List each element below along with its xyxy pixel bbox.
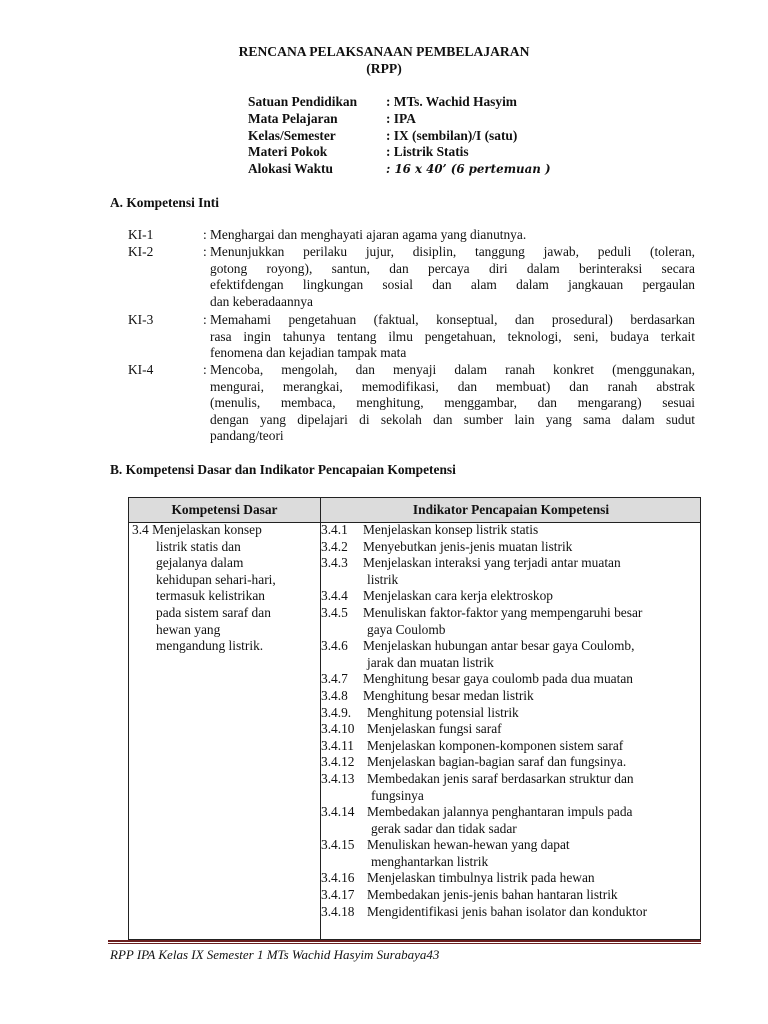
table-header-ipk: Indikator Pencapaian Kompetensi: [412, 502, 610, 517]
indicator-number: 3.4.2: [321, 538, 348, 554]
kd-line: mengandung listrik.: [156, 638, 264, 654]
indicator-item: [321, 887, 701, 904]
indicator-item: [321, 771, 701, 804]
indicator-text: Membedakan jenis saraf berdasarkan struktur dan: [367, 770, 634, 786]
indicator-item: [321, 522, 701, 539]
footer-rule: [108, 940, 701, 942]
meta-label: Mata Pelajaran: [248, 110, 338, 126]
indicator-number: 3.4.14: [321, 804, 355, 820]
indicator-number: 3.4.10: [321, 721, 355, 737]
indicator-item: [321, 705, 701, 722]
indicator-text: Membedakan jenis-jenis bahan hantaran listrik: [367, 887, 618, 903]
indicator-text: gaya Coulomb: [367, 621, 446, 637]
ki-line: mengurai, merangkai, memodifikasi, dan membuat) dan ranah abstrak: [210, 378, 695, 394]
indicator-item: [321, 605, 701, 638]
indicator-text: Membedakan jalannya penghantaran impuls pada: [367, 804, 633, 820]
indicator-item: [321, 837, 701, 870]
indicator-text: Menjelaskan komponen-komponen sistem saraf: [367, 737, 624, 753]
indicator-text: gerak sadar dan tidak sadar: [371, 820, 517, 836]
indicator-item: [321, 671, 701, 688]
ki-line: pandang/teori: [210, 428, 284, 444]
indicator-text: Mengidentifikasi jenis bahan isolator dan konduktor: [367, 903, 648, 919]
ki-text: [210, 312, 695, 362]
indicator-text: Menyebutkan jenis-jenis muatan listrik: [363, 538, 573, 554]
ki-line: rasa ingin tahunya tentang ilmu pengetahuan, teknologi, seni, budaya terkait: [210, 328, 695, 344]
indicator-number: 3.4.5: [321, 604, 348, 620]
kd-ipk-table: [128, 497, 701, 940]
meta-value: : IPA: [386, 110, 416, 126]
ki-colon: :: [203, 362, 207, 377]
ipk-cell: [321, 522, 701, 920]
document-title: RENCANA PELAKSANAAN PEMBELAJARAN: [238, 44, 530, 59]
table-header-row: [129, 498, 700, 523]
section-b-heading: B. Kompetensi Dasar dan Indikator Pencapaian Kompetensi: [110, 462, 456, 477]
kd-line: listrik statis dan: [156, 538, 241, 554]
ki-line: fenomena dan kejadian tampak mata: [210, 345, 407, 361]
indicator-item: [321, 754, 701, 771]
ki-line: Menunjukkan perilaku jujur, disiplin, tanggung jawab, peduli (toleran,: [210, 244, 695, 259]
indicator-text: Menjelaskan konsep listrik statis: [363, 522, 539, 537]
indicator-text: Menuliskan hewan-hewan yang dapat: [367, 837, 570, 853]
meta-label: Kelas/Semester: [248, 127, 336, 143]
ki-line: efektifdengan lingkungan sosial dan alam dalam jangkauan pergaulan: [210, 277, 695, 293]
indicator-item: [321, 870, 701, 887]
indicator-text: Menjelaskan interaksi yang terjadi antar muatan: [363, 555, 621, 571]
indicator-item: [321, 588, 701, 605]
ki-line: gotong royong), santun, dan percaya diri dalam berinteraksi secara: [210, 260, 695, 276]
meta-value: : MTs. Wachid Hasyim: [386, 94, 517, 109]
meta-label: Alokasi Waktu: [248, 161, 333, 177]
document-subtitle: (RPP): [366, 61, 402, 76]
indicator-number: 3.4.17: [321, 887, 355, 903]
indicator-text: Menjelaskan cara kerja elektroskop: [363, 588, 553, 604]
meta-row-alokasi: [248, 161, 551, 178]
ki-text: [210, 244, 695, 310]
meta-value: : IX (sembilan)/I (satu): [386, 127, 518, 143]
ki-colon: :: [203, 312, 207, 327]
indicator-number: 3.4.12: [321, 754, 355, 770]
kd-line: hewan yang: [156, 621, 221, 637]
ki-code: KI-4: [128, 362, 154, 377]
ki-line: dengan yang dipelajari di sekolah dan sumber lain yang sama dalam sudut: [210, 411, 695, 427]
document-meta: [248, 94, 551, 178]
indicator-number: 3.4.4: [321, 588, 348, 604]
kd-line: pada sistem saraf dan: [156, 604, 271, 620]
indicator-text: Menuliskan faktor-faktor yang mempengaruhi besar: [363, 604, 643, 620]
indicator-number: 3.4.3: [321, 555, 348, 571]
ki-line: Mencoba, mengolah, dan menyaji dalam ranah konkret (menggunakan,: [210, 362, 695, 377]
table-header-kd: Kompetensi Dasar: [171, 502, 278, 517]
ki-code: KI-1: [128, 227, 154, 242]
meta-label: Satuan Pendidikan: [248, 94, 358, 109]
meta-label: Materi Pokok: [248, 144, 328, 160]
indicator-text: menghantarkan listrik: [371, 853, 489, 869]
indicator-item: [321, 539, 701, 556]
indicator-number: 3.4.1: [321, 522, 348, 537]
kd-line: 3.4 Menjelaskan konsep: [132, 522, 262, 537]
ki-colon: :: [203, 244, 207, 259]
meta-row-satuan: [248, 94, 551, 111]
indicator-number: 3.4.11: [321, 737, 354, 753]
indicator-text: jarak dan muatan listrik: [367, 654, 494, 670]
indicator-item: [321, 721, 701, 738]
ki-text: [210, 227, 695, 244]
meta-row-materi: [248, 144, 551, 161]
indicator-text: fungsinya: [371, 787, 424, 803]
meta-value: : Listrik Statis: [386, 144, 469, 160]
indicator-text: Menghitung besar gaya coulomb pada dua muatan: [363, 671, 633, 687]
indicator-text: Menjelaskan hubungan antar besar gaya Coulomb,: [363, 638, 635, 654]
indicator-number: 3.4.6: [321, 638, 348, 654]
ki-colon: :: [203, 227, 207, 242]
indicator-item: [321, 688, 701, 705]
ki-line: (menulis, membaca, menghitung, menggambar, dan mengarang) sesuai: [210, 395, 695, 411]
indicator-text: listrik: [367, 571, 399, 587]
kd-cell: [132, 522, 317, 655]
ki-line: dan keberadaannya: [210, 293, 313, 309]
indicator-text: Menjelaskan fungsi saraf: [367, 721, 502, 737]
indicator-item: [321, 638, 701, 671]
indicator-item: [321, 804, 701, 837]
indicator-number: 3.4.13: [321, 770, 355, 786]
indicator-number: 3.4.16: [321, 870, 355, 886]
ki-line: Menghargai dan menghayati ajaran agama yang dianutnya.: [210, 227, 527, 242]
ki-text: [210, 362, 695, 445]
indicator-item: [321, 555, 701, 588]
indicator-number: 3.4.18: [321, 903, 355, 919]
meta-row-kelas: [248, 128, 551, 145]
indicator-text: Menghitung potensial listrik: [367, 704, 519, 720]
indicator-number: 3.4.15: [321, 837, 355, 853]
kd-line: termasuk kelistrikan: [156, 588, 265, 604]
meta-value: : 16 x 40’ (6 pertemuan ): [386, 162, 551, 177]
indicator-text: Menjelaskan timbulnya listrik pada hewan: [367, 870, 595, 886]
meta-row-mapel: [248, 111, 551, 128]
footer-rule-thin: [108, 943, 701, 944]
section-a-heading: A. Kompetensi Inti: [110, 195, 219, 210]
ki-code: KI-3: [128, 312, 154, 327]
ki-code: KI-2: [128, 244, 154, 259]
indicator-number: 3.4.7: [321, 671, 348, 687]
indicator-number: 3.4.9.: [321, 704, 352, 720]
indicator-item: [321, 904, 701, 921]
ki-line: Memahami pengetahuan (faktual, konseptual, dan prosedural) berdasarkan: [210, 312, 695, 327]
page-footer: RPP IPA Kelas IX Semester 1 MTs Wachid Hasyim Surabaya43: [110, 947, 440, 962]
kd-line: kehidupan sehari-hari,: [156, 571, 276, 587]
indicator-item: [321, 738, 701, 755]
indicator-number: 3.4.8: [321, 687, 348, 703]
indicator-text: Menjelaskan bagian-bagian saraf dan fungsinya.: [367, 754, 627, 770]
kd-line: gejalanya dalam: [156, 555, 244, 571]
indicator-text: Menghitung besar medan listrik: [363, 687, 534, 703]
